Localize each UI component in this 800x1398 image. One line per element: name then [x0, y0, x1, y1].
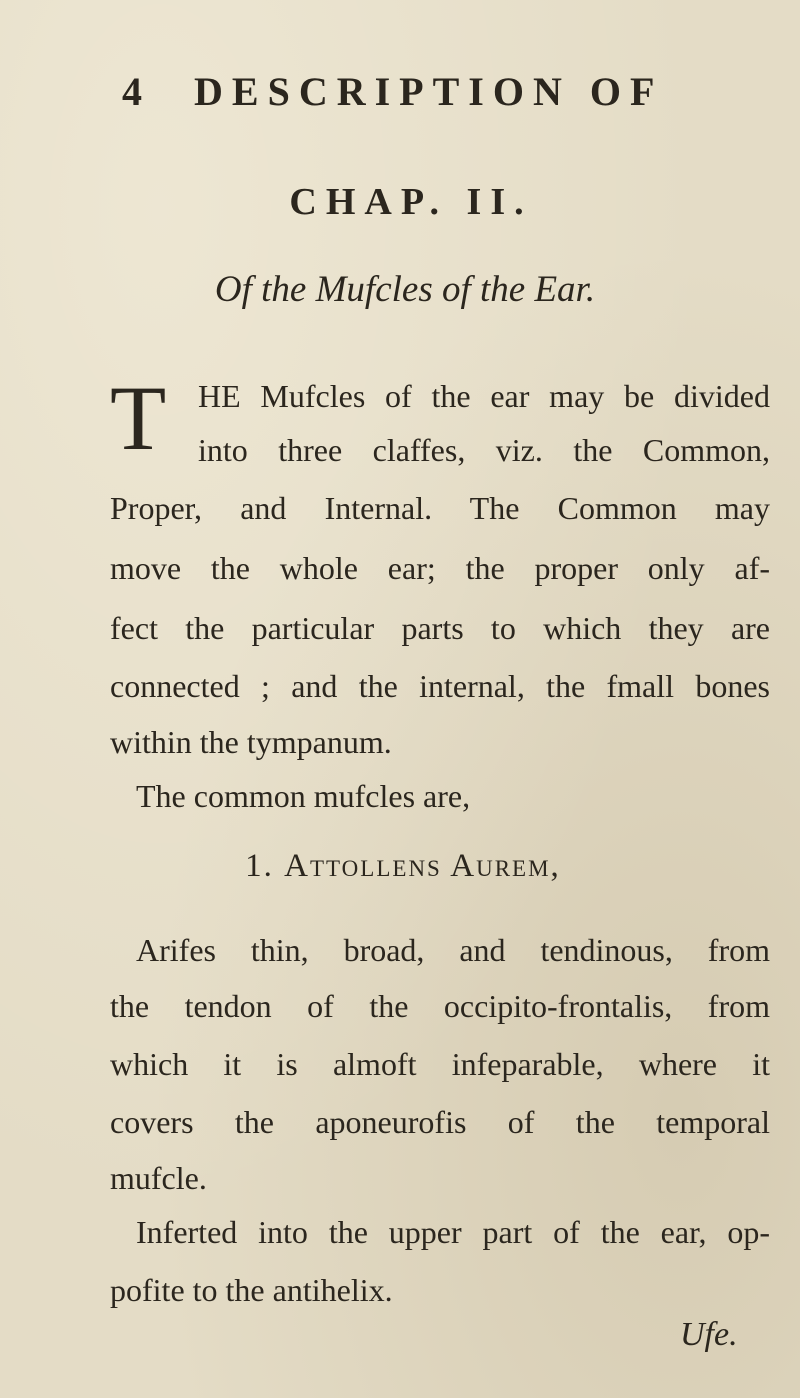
chapter-title: Of the Mufcles of the Ear.	[214, 269, 596, 310]
text-line: HE Mufcles of the ear may be divided	[198, 378, 770, 414]
page-number: 4	[122, 69, 144, 114]
section-heading	[0, 848, 800, 885]
page-header	[122, 68, 722, 128]
section-name: Attollens Aurem,	[284, 848, 561, 884]
text-line: Proper, and Internal. The Common may	[110, 490, 770, 526]
text-line: The common mufcles are,	[136, 778, 471, 814]
text-line: Inferted into the upper part of the ear, op-	[136, 1214, 770, 1250]
text-line: move the whole ear; the proper only af-	[110, 550, 770, 586]
arises-paragraph	[110, 922, 770, 1222]
text-line: covers the aponeurofis of the temporal	[110, 1104, 770, 1140]
catchword: Ufe.	[680, 1316, 738, 1353]
text-line: Arifes thin, broad, and tendinous, from	[136, 932, 770, 968]
intro-paragraph	[110, 368, 770, 828]
section-number: 1.	[245, 848, 274, 884]
text-line: connected ; and the internal, the fmall bones	[110, 668, 770, 704]
inserted-paragraph	[110, 1204, 770, 1324]
text-line: the tendon of the occipito-frontalis, from	[110, 988, 770, 1024]
text-line: mufcle.	[110, 1160, 207, 1196]
text-line: within the tympanum.	[110, 724, 392, 760]
running-head: DESCRIPTION OF	[194, 69, 664, 114]
text-line: into three claffes, viz. the Common,	[198, 432, 770, 468]
text-line: fect the particular parts to which they are	[110, 610, 770, 646]
chapter-label: CHAP. II.	[289, 181, 533, 223]
drop-cap: T	[110, 367, 167, 469]
text-line: which it is almoft infeparable, where it	[110, 1046, 770, 1082]
text-line: pofite to the antihelix.	[110, 1272, 393, 1308]
